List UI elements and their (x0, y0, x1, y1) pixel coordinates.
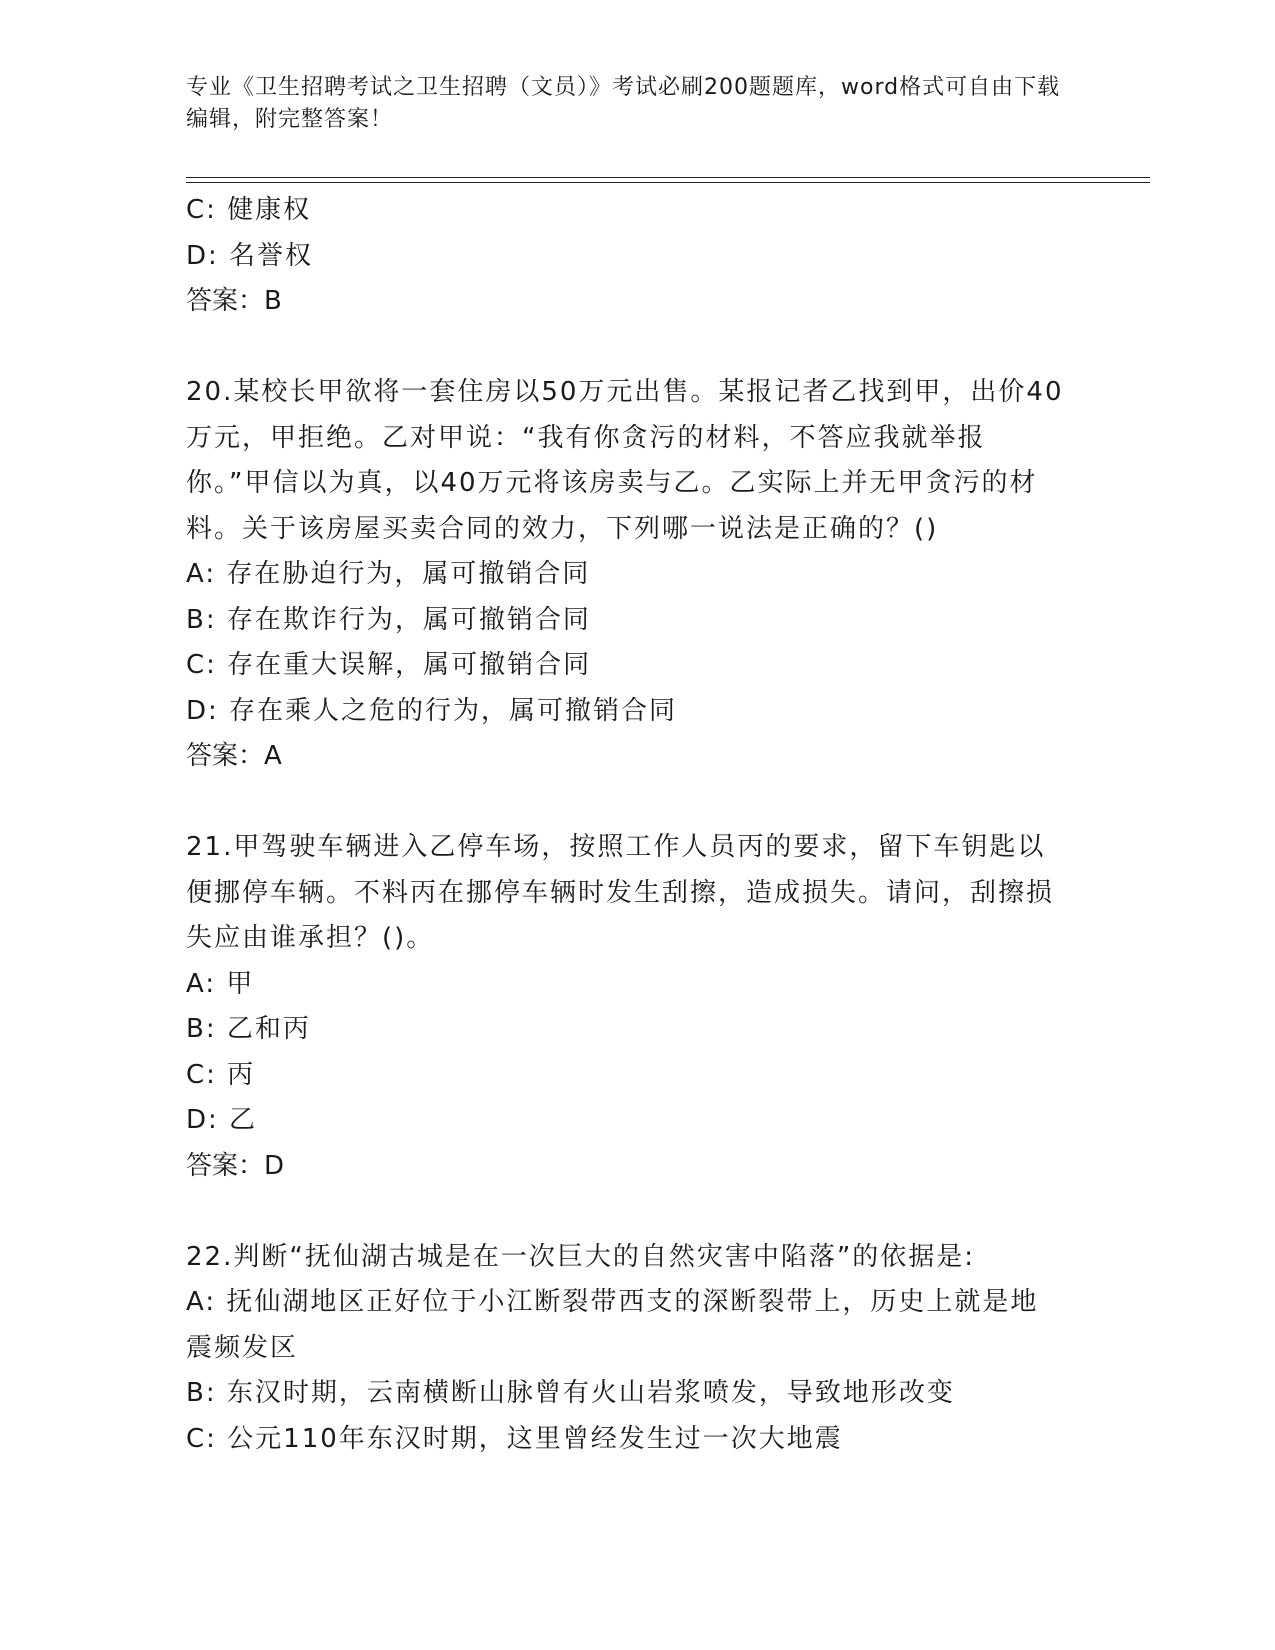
option-line: C: 存在重大误解，属可撤销合同 (186, 650, 592, 680)
answer-line: 答案：D (186, 1150, 285, 1181)
option-line: A: 抚仙湖地区正好位于小江断裂带西支的深断裂带上，历史上就是地震频发区 (186, 1287, 1039, 1363)
option-line: C: 公元110年东汉时期，这里曾经发生过一次大地震 (186, 1423, 843, 1454)
option-line: D: 存在乘人之危的行为，属可撤销合同 (186, 695, 678, 726)
option-line: D: 名誉权 (186, 240, 314, 271)
option-line: B: 存在欺诈行为，属可撤销合同 (186, 604, 591, 635)
header-divider-double (186, 182, 1150, 183)
page-header: 专业《卫生招聘考试之卫生招聘（文员）》考试必刷200题题库，word格式可自由下载编辑，附完整答案！ (186, 75, 1061, 132)
answer-line: 答案：B (186, 286, 282, 316)
option-line: A: 甲 (186, 968, 255, 999)
option-line: B: 乙和丙 (186, 1014, 311, 1044)
option-line: A: 存在胁迫行为，属可撤销合同 (186, 559, 591, 589)
option-line: B: 东汉时期，云南横断山脉曾有火山岩浆喷发，导致地形改变 (186, 1378, 955, 1408)
question-list (186, 188, 1066, 1462)
question-stem: 21.甲驾驶车辆进入乙停车场，按照工作人员丙的要求，留下车钥匙以便挪停车辆。不料丙在挪停车辆时发生刮擦，造成损失。请问，刮擦损失应由谁承担？()。 (186, 832, 1055, 953)
header-divider (186, 177, 1150, 178)
question-stem: 22.判断“抚仙湖古城是在一次巨大的自然灾害中陷落”的依据是: (186, 1241, 976, 1272)
option-line: C: 健康权 (186, 195, 312, 225)
option-line: D: 乙 (186, 1105, 258, 1135)
option-line: C: 丙 (186, 1059, 256, 1090)
question-stem: 20.某校长甲欲将一套住房以50万元出售。某报记者乙找到甲，出价40万元，甲拒绝。乙对甲说：“我有你贪污的材料，不答应我就举报你。”甲信以为真，以40万元将该房卖与乙。乙实际上并无甲贪污的材料。关于该房屋买卖合同的效力，下列哪一说法是正确的？() (186, 377, 1064, 544)
answer-line: 答案：A (186, 741, 282, 771)
